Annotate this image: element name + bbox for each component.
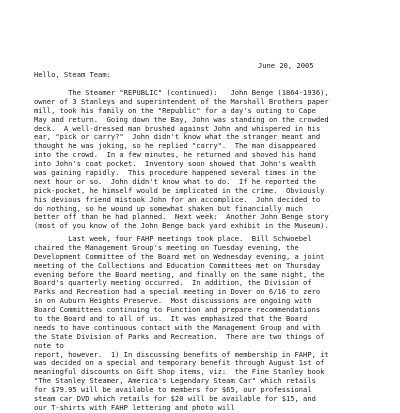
- paragraph-line: for $79.95 will be available to members for $65, our professional: [34, 385, 312, 395]
- paragraph-line: Development Committee of the Board met on Wednesday evening, a joint: [34, 251, 325, 261]
- paragraph-line: our T-shirts with FAHP lettering and photo will: [34, 402, 235, 412]
- letter-date: June 20, 2005: [258, 61, 314, 70]
- paragraph-line: to the Board and to all of us. It was emphasized that the Board: [34, 314, 308, 324]
- paragraph-line: May and return. Going down the Bay, John was standing on the crowded: [34, 114, 329, 124]
- paragraph-meetings-report: [34, 235, 329, 413]
- paragraph-line: needs to have continuous contact with the Management Group and with: [34, 322, 321, 332]
- paragraph-line: in on Auburn Heights Preserve. Most discussions are ongoing with: [34, 296, 312, 306]
- letter-greeting: Hello, Steam Team:: [34, 70, 111, 79]
- paragraph-line: deck. A well-dressed man brushed against John and whispered in his: [34, 123, 321, 133]
- paragraph-line: note to: [34, 340, 64, 350]
- paragraph-line: Board's quarterly meeting occurred. In addition, the Division of: [34, 278, 312, 288]
- paragraph-line: Parks and Recreation had a special meeting in Dover on 6/16 to zero: [34, 287, 321, 297]
- paragraph-line: evening before the Board meeting, and finally on the same night, the: [34, 269, 325, 279]
- paragraph-line: meaningful discounts on Gift Shop items, viz: the Fine Stanley book: [34, 367, 325, 377]
- paragraph-line: mill, took his family on the "Republic" for a day's outing to Cape: [34, 105, 316, 115]
- paragraph-line: Last week, four FAHP meetings took place. Bill Schwoebel: [34, 234, 312, 243]
- paragraph-line: his devious friend mistook John for an accomplice. John decided to: [34, 194, 321, 204]
- paragraph-line: next hour or so. John didn't know what to do. If he reported the: [34, 176, 316, 186]
- paragraph-republic-story: [34, 89, 329, 231]
- paragraph-line: the State Division of Parks and Recreation. There are two things of: [34, 331, 325, 341]
- paragraph-line: (most of you know of the John Benge back yard exhibit in the Museum).: [34, 221, 329, 231]
- paragraph-line: was gaining rapidly. This procedure happened several times in the: [34, 168, 316, 178]
- paragraph-line: "The Stanley Steamer, America's Legendary Steam Car" which retails: [34, 376, 316, 386]
- paragraph-line: chaired the Management Group's meeting on Tuesday evening, the: [34, 242, 299, 252]
- paragraph-line: meeting of the Collections and Education Committees met on Thursday: [34, 260, 321, 270]
- paragraph-line: do nothing, so he wound up somewhat shaken but financially much: [34, 203, 304, 213]
- paragraph-line: better off than he had planned. Next week: Another John Benge story: [34, 212, 329, 222]
- paragraph-line: steam car DVD which retails for $20 will be available for $15, and: [34, 394, 316, 404]
- paragraph-line: was decided on a special and temporary benefit through August 1st of: [34, 358, 325, 368]
- paragraph-line: report, however. 1) In discussing benefits of membership in FAHP, it: [34, 349, 329, 359]
- paragraph-line: Board Committees continuing to Function and prepare recommendations: [34, 305, 321, 315]
- paragraph-line: The Steamer "REPUBLIC" (continued): John Benge (1864-1936),: [34, 88, 329, 97]
- paragraph-line: owner of 3 Stanleys and superintendent of the Marshall Brothers paper: [34, 96, 329, 106]
- paragraph-line: into John's coat pocket. Inventory soon showed that John's wealth: [34, 159, 316, 169]
- paragraph-line: ear, "pick or carry?" John didn't know what the stranger meant and: [34, 132, 321, 142]
- paragraph-line: thought he was joking, so he replied "carry". The man disappeared: [34, 141, 316, 151]
- paragraph-line: into the crowd. In a few minutes, he returned and shoved his hand: [34, 150, 316, 160]
- paragraph-line: pick-pocket, he himself would be implicated in the crime. Obviously: [34, 185, 325, 195]
